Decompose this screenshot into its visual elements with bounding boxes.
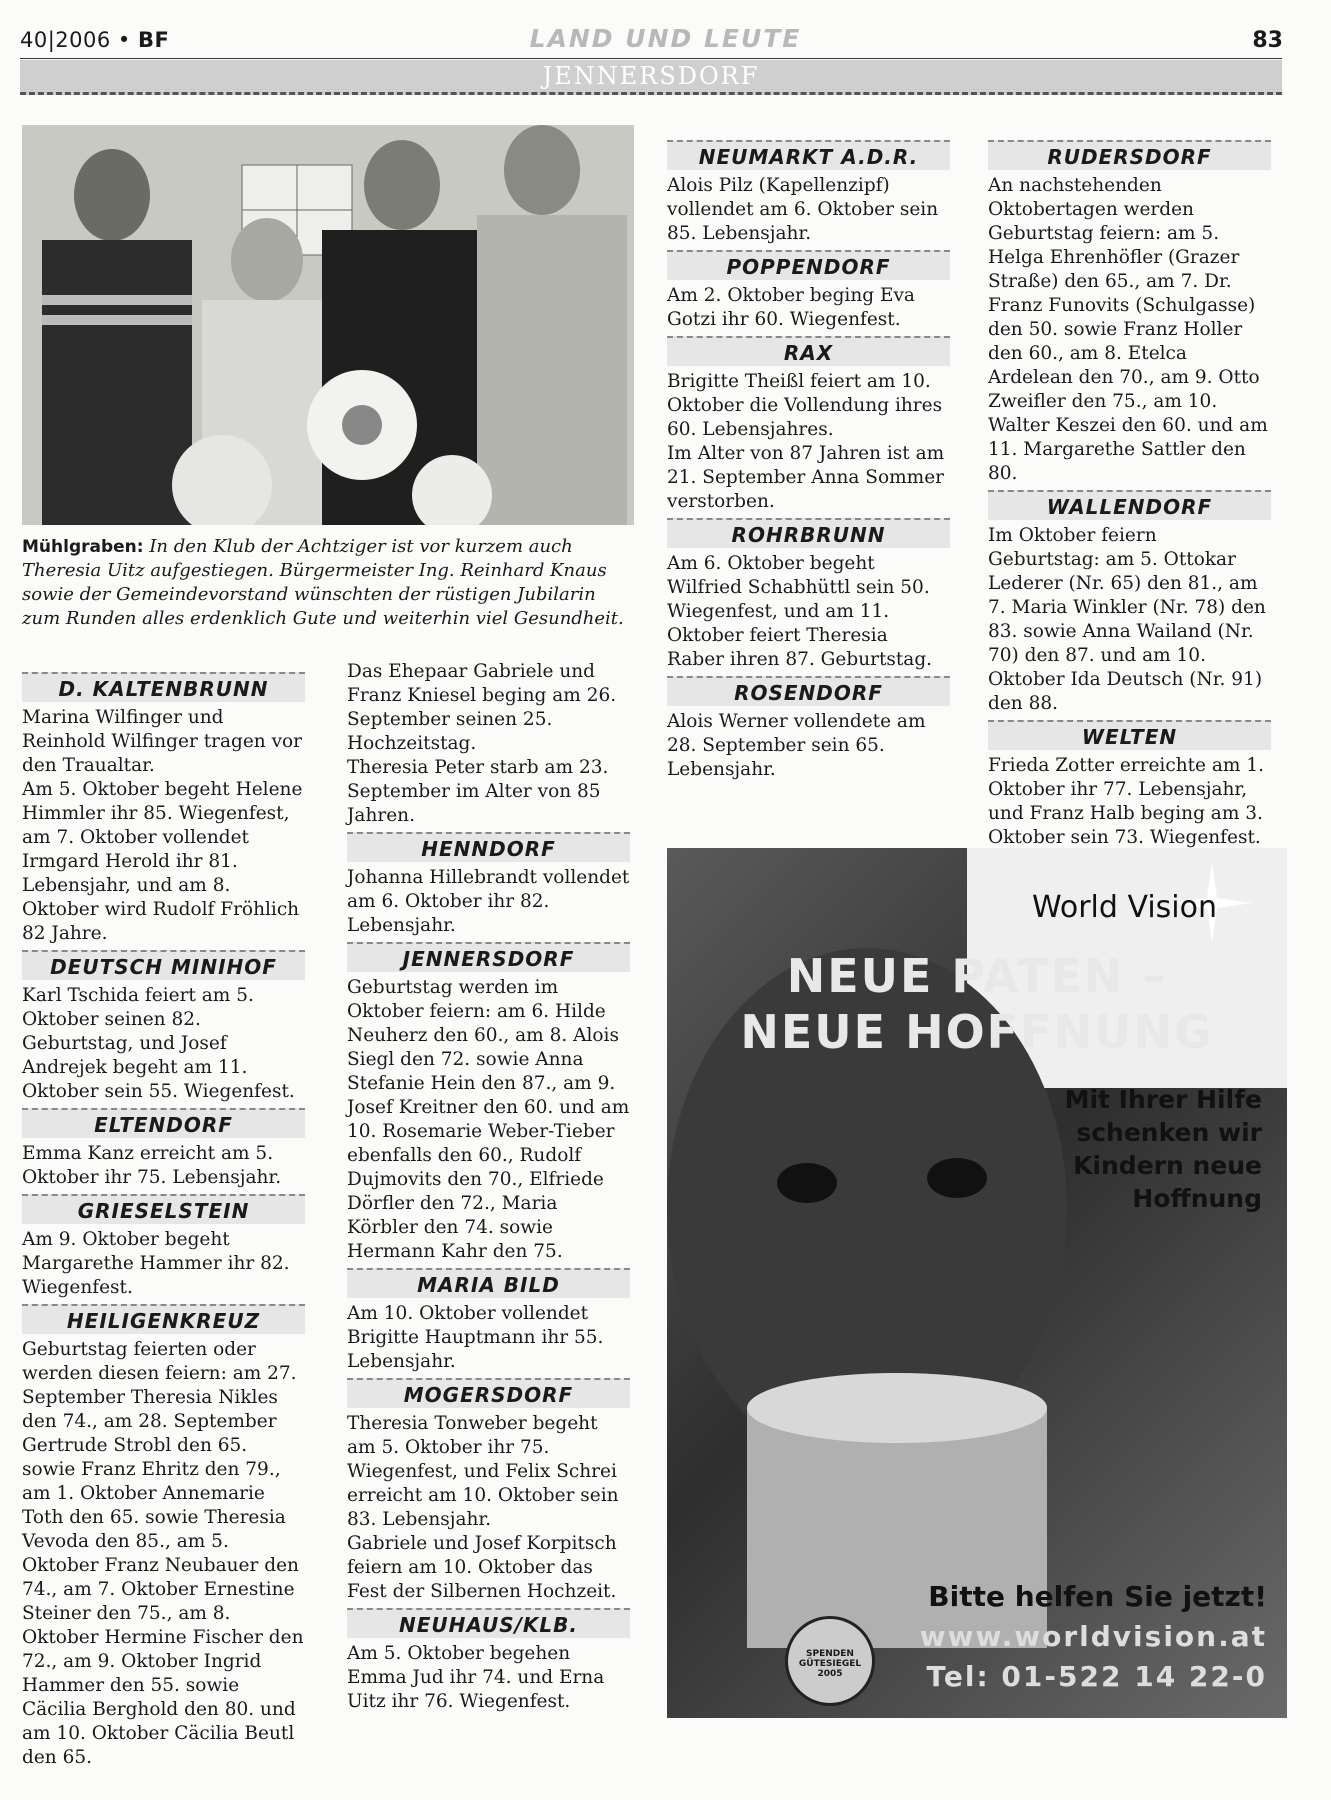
ad-brand: World Vision [1031,890,1217,925]
section-heading: ELTENDORF [22,1108,305,1138]
section-wallendorf [988,490,1271,716]
section-text: Im Oktober feiern Geburtstag: am 5. Ottokar Lederer (Nr. 65) den 81., am 7. Maria Winkler (Nr. 78) den 83. sowie Anna Wailand (Nr. 70) den 87. und am 10. Oktober Ida Deutsch (Nr. 91) den 88. [988,525,1266,714]
section-rax [667,336,950,514]
page-number: 83 [1252,28,1283,53]
section-text: Karl Tschida feiert am 5. Oktober seinen 82. Geburtstag, und Josef Andrejek begeht am 11. Oktober sein 55. Wiegenfest. [22,985,295,1102]
section-text: Johanna Hillebrandt vollendet am 6. Oktober ihr 82. Lebensjahr. [347,867,630,936]
section-heading: ROSENDORF [667,676,950,706]
section-heading: NEUMARKT A.D.R. [667,140,950,170]
column-3 [667,136,950,782]
ad-headline-line: NEUE PATEN – [786,949,1168,1003]
section-title: LAND UND LEUTE [529,24,802,53]
header-rule [20,58,1282,59]
section-heading: HEILIGENKREUZ [22,1304,305,1334]
caption-place: Mühlgraben: [22,537,144,557]
section-rosendorf [667,676,950,782]
section-text: Das Ehepaar Gabriele und Franz Kniesel beging am 26. September seinen 25. Hochzeitstag. Theresia Peter starb am 23. September im Alter von 85 Jahren. [347,661,617,826]
donation-seal [785,1616,875,1706]
section-text: Am 5. Oktober begehen Emma Jud ihr 74. und Erna Uitz ihr 76. Wiegenfest. [347,1643,605,1712]
column-2 [347,660,630,1714]
section-text: Geburtstag werden im Oktober feiern: am 6. Hilde Neuherz den 60., am 8. Alois Siegl den 72. sowie Anna Stefanie Hein den 87., am 9. Josef Kreitner den 60. und am 10. Rosemarie Weber-Tieber ebenfalls den 60., Rudolf Dujmovits den 70., Elfriede Dörfler den 72., Maria Körbler den 74. sowie Hermann Kahr den 75. [347,977,630,1262]
section-heading: RAX [667,336,950,366]
issue-number: 40|2006 [20,28,111,52]
section-text: Am 10. Oktober vollendet Brigitte Hauptmann ihr 55. Lebensjahr. [347,1303,604,1372]
seal-text: SPENDEN GÜTESIEGEL 2005 [798,1649,862,1679]
world-vision-ad [667,848,1287,1718]
section-text: Theresia Tonweber begeht am 5. Oktober ihr 75. Wiegenfest, und Felix Schrei erreicht am 10. Oktober sein 83. Lebensjahr. Gabriele und Josef Korpitsch feiern am 10. Oktober das Fest der Silbernen Hochzeit. [347,1413,619,1602]
section-text: Brigitte Theißl feiert am 10. Oktober die Vollendung ihres 60. Lebensjahres. Im Alter von 87 Jahren ist am 21. September Anna Sommer verstorben. [667,371,945,512]
section-heading: D. KALTENBRUNN [22,672,305,702]
section-text: Emma Kanz erreicht am 5. Oktober ihr 75. Lebensjahr. [22,1143,282,1188]
section-neumarkt [667,140,950,246]
section-text: Am 2. Oktober beging Eva Gotzi ihr 60. Wiegenfest. [667,285,915,330]
column-1 [22,668,305,1770]
column-4 [988,136,1271,850]
section-heading: RUDERSDORF [988,140,1271,170]
group-photo [22,125,634,525]
section-text: Frieda Zotter erreichte am 1. Oktober ihr 77. Lebensjahr, und Franz Halb beging am 3. Oktober sein 73. Wiegenfest. [988,755,1264,848]
section-heading: MARIA BILD [347,1268,630,1298]
section-kaltenbrunn-continued [347,660,630,828]
section-rudersdorf [988,140,1271,486]
section-heading: GRIESELSTEIN [22,1194,305,1224]
section-text: Geburtstag feierten oder werden diesen feiern: am 27. September Theresia Nikles den 74., am 28. September Gertrude Strobl den 65. sowie Franz Ehritz den 79., am 1. Oktober Annemarie Toth den 65. sowie Theresia Vevoda den 85., am 5. Oktober Franz Neubauer den 74., am 7. Oktober Ernestine Steiner den 75., am 8. Oktober Hermine Fischer den 72., am 9. Oktober Ingrid Hammer den 55. sowie Cäcilia Berghold den 80. und am 10. Oktober Cäcilia Beutl den 65. [22,1339,304,1768]
section-heading: POPPENDORF [667,250,950,280]
section-text: An nachstehenden Oktobertagen werden Geburtstag feiern: am 5. Helga Ehrenhöfler (Grazer Straße) den 65., am 7. Dr. Franz Funovits (Schulgasse) den 50. sowie Franz Holler den 60., am 8. Etelca Ardelean den 70., am 9. Otto Zweifler den 75., am 10. Walter Keszei den 60. und am 11. Margarethe Sattler den 80. [988,175,1268,484]
section-jennersdorf [347,942,630,1264]
section-rohrbrunn [667,518,950,672]
section-poppendorf [667,250,950,332]
section-text: Alois Werner vollendete am 28. September sein 65. Lebensjahr. [667,711,926,780]
section-eltendorf [22,1108,305,1190]
section-neuhaus [347,1608,630,1714]
section-heading: MOGERSDORF [347,1378,630,1408]
ad-url: www.worldvision.at [919,1620,1267,1653]
section-heading: NEUHAUS/KLB. [347,1608,630,1638]
photo-caption [22,535,637,631]
ad-headline-line: NEUE HOFFNUNG [740,1005,1214,1059]
region-title: JENNERSDORF [542,62,760,90]
section-heading: DEUTSCH MINIHOF [22,950,305,980]
section-deutsch-minihof [22,950,305,1104]
ad-phone: Tel: 01-522 14 22-0 [926,1660,1267,1693]
section-heading: JENNERSDORF [347,942,630,972]
section-heading: WELTEN [988,720,1271,750]
ad-subtext: Mit Ihrer Hilfe schenken wir Kindern neue Hoffnung [1064,1085,1262,1213]
section-heiligenkreuz [22,1304,305,1770]
section-henndorf [347,832,630,938]
section-d-kaltenbrunn [22,672,305,946]
section-heading: WALLENDORF [988,490,1271,520]
section-text: Am 6. Oktober begeht Wilfried Schabhüttl sein 50. Wiegenfest, und am 11. Oktober feiert Theresia Raber ihren 87. Geburtstag. [667,553,933,670]
brand-label: BF [138,28,170,52]
ad-cta: Bitte helfen Sie jetzt! [928,1580,1267,1613]
section-text: Am 9. Oktober begeht Margarethe Hammer ihr 82. Wiegenfest. [22,1229,290,1298]
ad-headline [697,948,1257,1060]
section-maria-bild [347,1268,630,1374]
section-mogersdorf [347,1378,630,1604]
caption-text: In den Klub der Achtziger ist vor kurzem auch Theresia Uitz aufgestiegen. Bürgermeister Ing. Reinhard Knaus sowie der Gemeindevorstand wünschten der rüstigen Jubilarin zum Runden alles erdenklich Gute und weiterhin viel Gesundheit. [22,536,624,629]
issue-label: 40|2006 • BF [20,28,170,52]
section-text: Marina Wilfinger und Reinhold Wilfinger tragen vor den Traualtar. Am 5. Oktober begeht Helene Himmler ihr 85. Wiegenfest, am 7. Oktober vollendet Irmgard Herold ihr 81. Lebensjahr, und am 8. Oktober wird Rudolf Fröhlich 82 Jahre. [22,707,303,944]
section-grieselstein [22,1194,305,1300]
section-heading: HENNDORF [347,832,630,862]
section-heading: ROHRBRUNN [667,518,950,548]
section-text: Alois Pilz (Kapellenzipf) vollendet am 6. Oktober sein 85. Lebensjahr. [667,175,939,244]
photo-illustration [22,125,634,525]
section-welten [988,720,1271,850]
